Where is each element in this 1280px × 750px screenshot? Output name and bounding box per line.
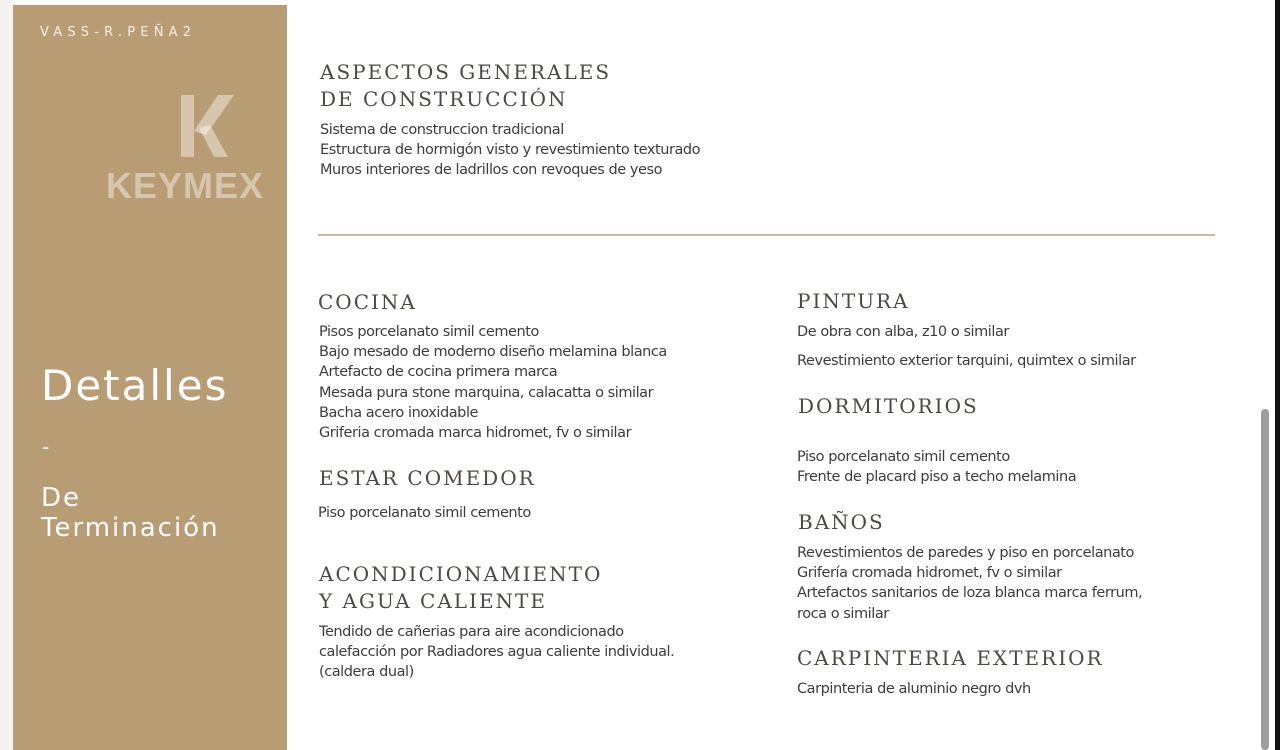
reference-code: VASS-R.PEÑA2	[40, 25, 197, 40]
list-item: Griferia cromada marca hidromet, fv o similar	[319, 424, 632, 441]
section-divider	[318, 234, 1215, 236]
list-item: Artefacto de cocina primera marca	[319, 364, 558, 381]
page-title-detalles: Detalles	[41, 361, 229, 410]
general-heading-line2: DE CONSTRUCCIÓN	[320, 87, 568, 111]
list-item: Mesada pura stone marquina, calacatta o similar	[319, 384, 654, 401]
list-item: Bajo mesado de moderno diseño melamina blanca	[319, 344, 667, 361]
k-logo-icon	[166, 95, 236, 161]
cocina-list	[319, 322, 667, 443]
list-item: Revestimientos de paredes y piso en porcelanato	[797, 545, 1134, 561]
dormitorios-list	[797, 447, 1076, 487]
list-item: Sistema de construccion tradicional	[320, 122, 564, 138]
carpinteria-list	[797, 679, 1031, 699]
acondicionamiento-heading-line1: ACONDICIONAMIENTO	[319, 562, 603, 586]
list-item: Revestimiento exterior tarquini, quimtex o similar	[797, 353, 1136, 369]
banos-list	[797, 543, 1142, 624]
carpinteria-heading: CARPINTERIA EXTERIOR	[797, 646, 1104, 670]
estar-comedor-list	[318, 503, 531, 523]
estar-comedor-heading: ESTAR COMEDOR	[319, 466, 536, 490]
list-item: Bacha acero inoxidable	[319, 404, 478, 421]
page-title-terminacion: Terminación	[41, 513, 220, 543]
pintura-heading: PINTURA	[797, 289, 910, 313]
list-item: De obra con alba, z10 o similar	[797, 324, 1009, 340]
pintura-list-2	[797, 351, 1136, 371]
sidebar-panel	[13, 5, 287, 750]
list-item: Piso porcelanato simil cemento	[318, 505, 531, 521]
left-margin-strip	[0, 0, 13, 750]
list-item: (caldera dual)	[319, 664, 414, 681]
general-heading-line1: ASPECTOS GENERALES	[320, 60, 612, 84]
list-item: Piso porcelanato simil cemento	[797, 449, 1010, 465]
cocina-heading: COCINA	[318, 290, 417, 314]
general-heading	[320, 59, 611, 113]
right-edge-strip	[1275, 0, 1280, 750]
list-item: Muros interiores de ladrillos con revoques de yeso	[320, 162, 663, 179]
list-item: Pisos porcelanato simil cemento	[319, 324, 539, 340]
scrollbar-thumb[interactable]	[1261, 409, 1269, 750]
list-item: calefacción por Radiadores agua caliente individual.	[319, 644, 675, 661]
list-item: Frente de placard piso a techo melamina	[797, 469, 1077, 486]
pintura-list	[797, 322, 1009, 342]
page-title-dash: -	[42, 435, 50, 459]
acondicionamiento-heading	[319, 561, 602, 615]
list-item: Artefactos sanitarios de loza blanca marca ferrum,	[797, 585, 1143, 602]
dormitorios-heading: DORMITORIOS	[798, 394, 979, 418]
acondicionamiento-heading-line2: Y AGUA CALIENTE	[319, 589, 547, 613]
list-item: Carpinteria de aluminio negro dvh	[797, 681, 1031, 697]
general-list	[320, 120, 700, 181]
keymex-logo	[106, 95, 287, 215]
page-title-de: De	[41, 483, 82, 513]
list-item: roca o similar	[797, 605, 889, 622]
acondicionamiento-list	[319, 622, 674, 683]
list-item: Grifería cromada hidromet, fv o similar	[797, 565, 1062, 582]
list-item: Estructura de hormigón visto y revestimiento texturado	[320, 142, 701, 159]
list-item: Tendido de cañerias para aire acondicionado	[319, 624, 624, 640]
logo-wordmark: KEYMEX	[106, 165, 265, 206]
banos-heading: BAÑOS	[798, 510, 885, 534]
